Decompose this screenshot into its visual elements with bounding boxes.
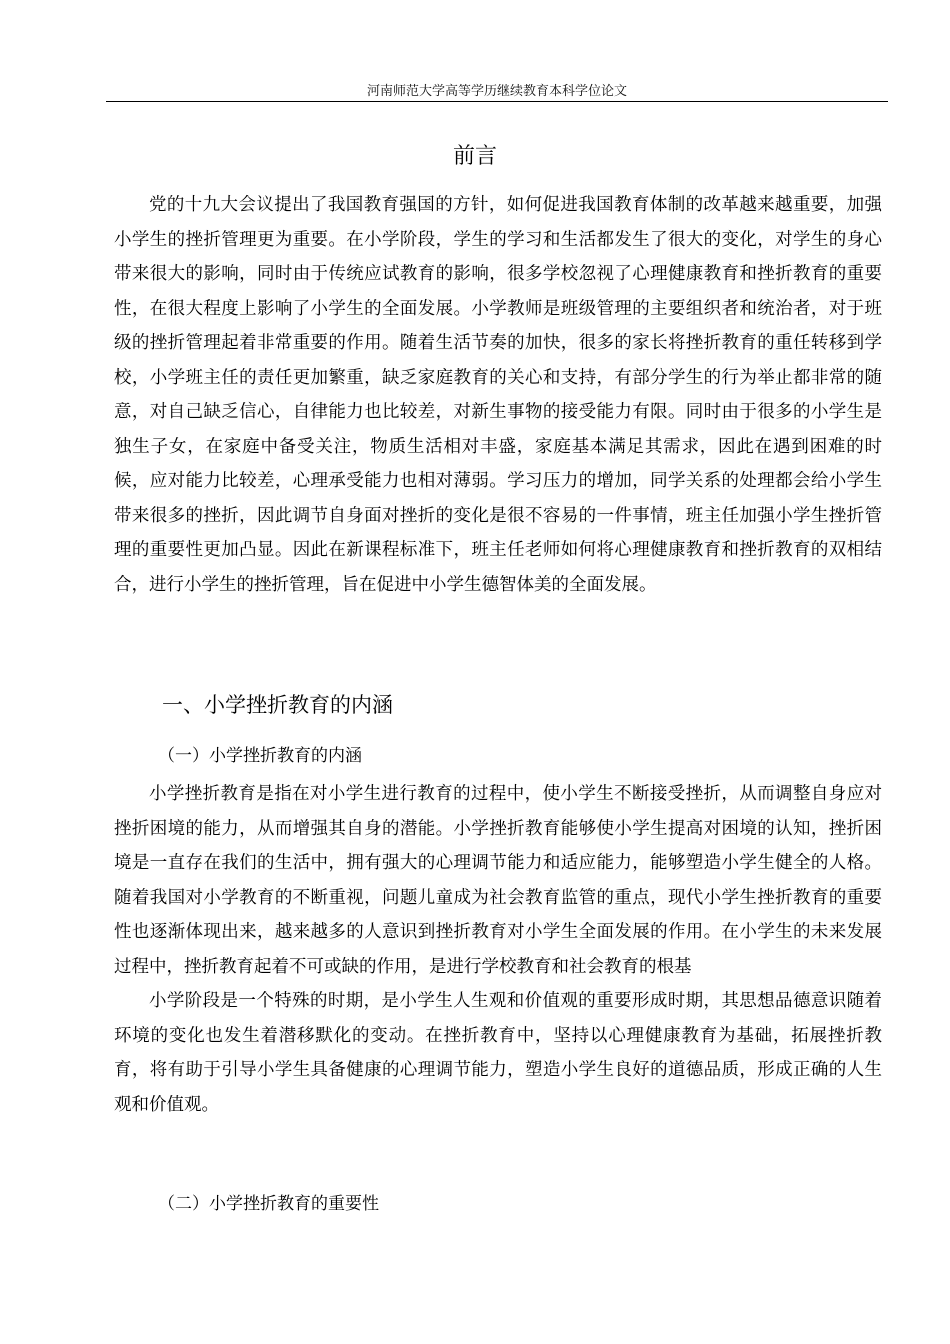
preface-title: 前言 — [452, 144, 497, 169]
subsection-heading-2: （二）小学挫折教育的重要性 — [158, 1194, 379, 1214]
preface-paragraph: 党的十九大会议提出了我国教育强国的方针，如何促进我国教育体制的改革越来越重要，加强小学生的挫折管理更为重要。在小学阶段，学生的学习和生活都发生了很大的变化，对学生的身心带来很大的影响，同时由于传统应试教育的影响，很多学校忽视了心理健康教育和挫折教育的重要性，在很大程度上影响了小学生的全面发展。小学教师是班级管理的主要组织者和统治者，对于班级的挫折管理起着非常重要的作用。随着生活节奏的加快，很多的家长将挫折教育的重任转移到学校，小学班主任的责任更加繁重，缺乏家庭教育的关心和支持，有部分学生的行为举止都非常的随意，对自己缺乏信心，自律能力也比较差，对新生事物的接受能力有限。同时由于很多的小学生是独生子女，在家庭中备受关注，物质生活相对丰盛，家庭基本满足其需求，因此在遇到困难的时候，应对能力比较差，心理承受能力也相对薄弱。学习压力的增加，同学关系的处理都会给小学生带来很多的挫折，因此调节自身面对挫折的变化是很不容易的一件事情，班主任加强小学生挫折管理的重要性更加凸显。因此在新课程标准下，班主任老师如何将心理健康教育和挫折教育的双相结合，进行小学生的挫折管理，旨在促进中小学生德智体美的全面发展。 — [114, 195, 882, 595]
subsection-1-body — [114, 777, 882, 1122]
section-heading: 一、小学挫折教育的内涵 — [162, 693, 393, 717]
running-header: 河南师范大学高等学历继续教育本科学位论文 — [366, 84, 627, 99]
subsection-heading-1: （一）小学挫折教育的内涵 — [158, 746, 362, 766]
paragraph: 小学阶段是一个特殊的时期，是小学生人生观和价值观的重要形成时期，其思想品德意识随着环境的变化也发生着潜移默化的变动。在挫折教育中，坚持以心理健康教育为基础，拓展挫折教育，将有助于引导小学生具备健康的心理调节能力，塑造小学生良好的道德品质，形成正确的人生观和价值观。 — [114, 991, 882, 1115]
paragraph: 小学挫折教育是指在对小学生进行教育的过程中，使小学生不断接受挫折，从而调整自身应对挫折困境的能力，从而增强其自身的潜能。小学挫折教育能够使小学生提高对困境的认知，挫折困境是一直存在我们的生活中，拥有强大的心理调节能力和适应能力，能够塑造小学生健全的人格。随着我国对小学教育的不断重视，问题儿童成为社会教育监管的重点，现代小学生挫折教育的重要性也逐渐体现出来，越来越多的人意识到挫折教育对小学生全面发展的作用。在小学生的未来发展过程中，挫折教育起着不可或缺的作用，是进行学校教育和社会教育的根基 — [114, 784, 882, 977]
preface-body — [114, 188, 882, 602]
header-rule — [106, 101, 888, 102]
